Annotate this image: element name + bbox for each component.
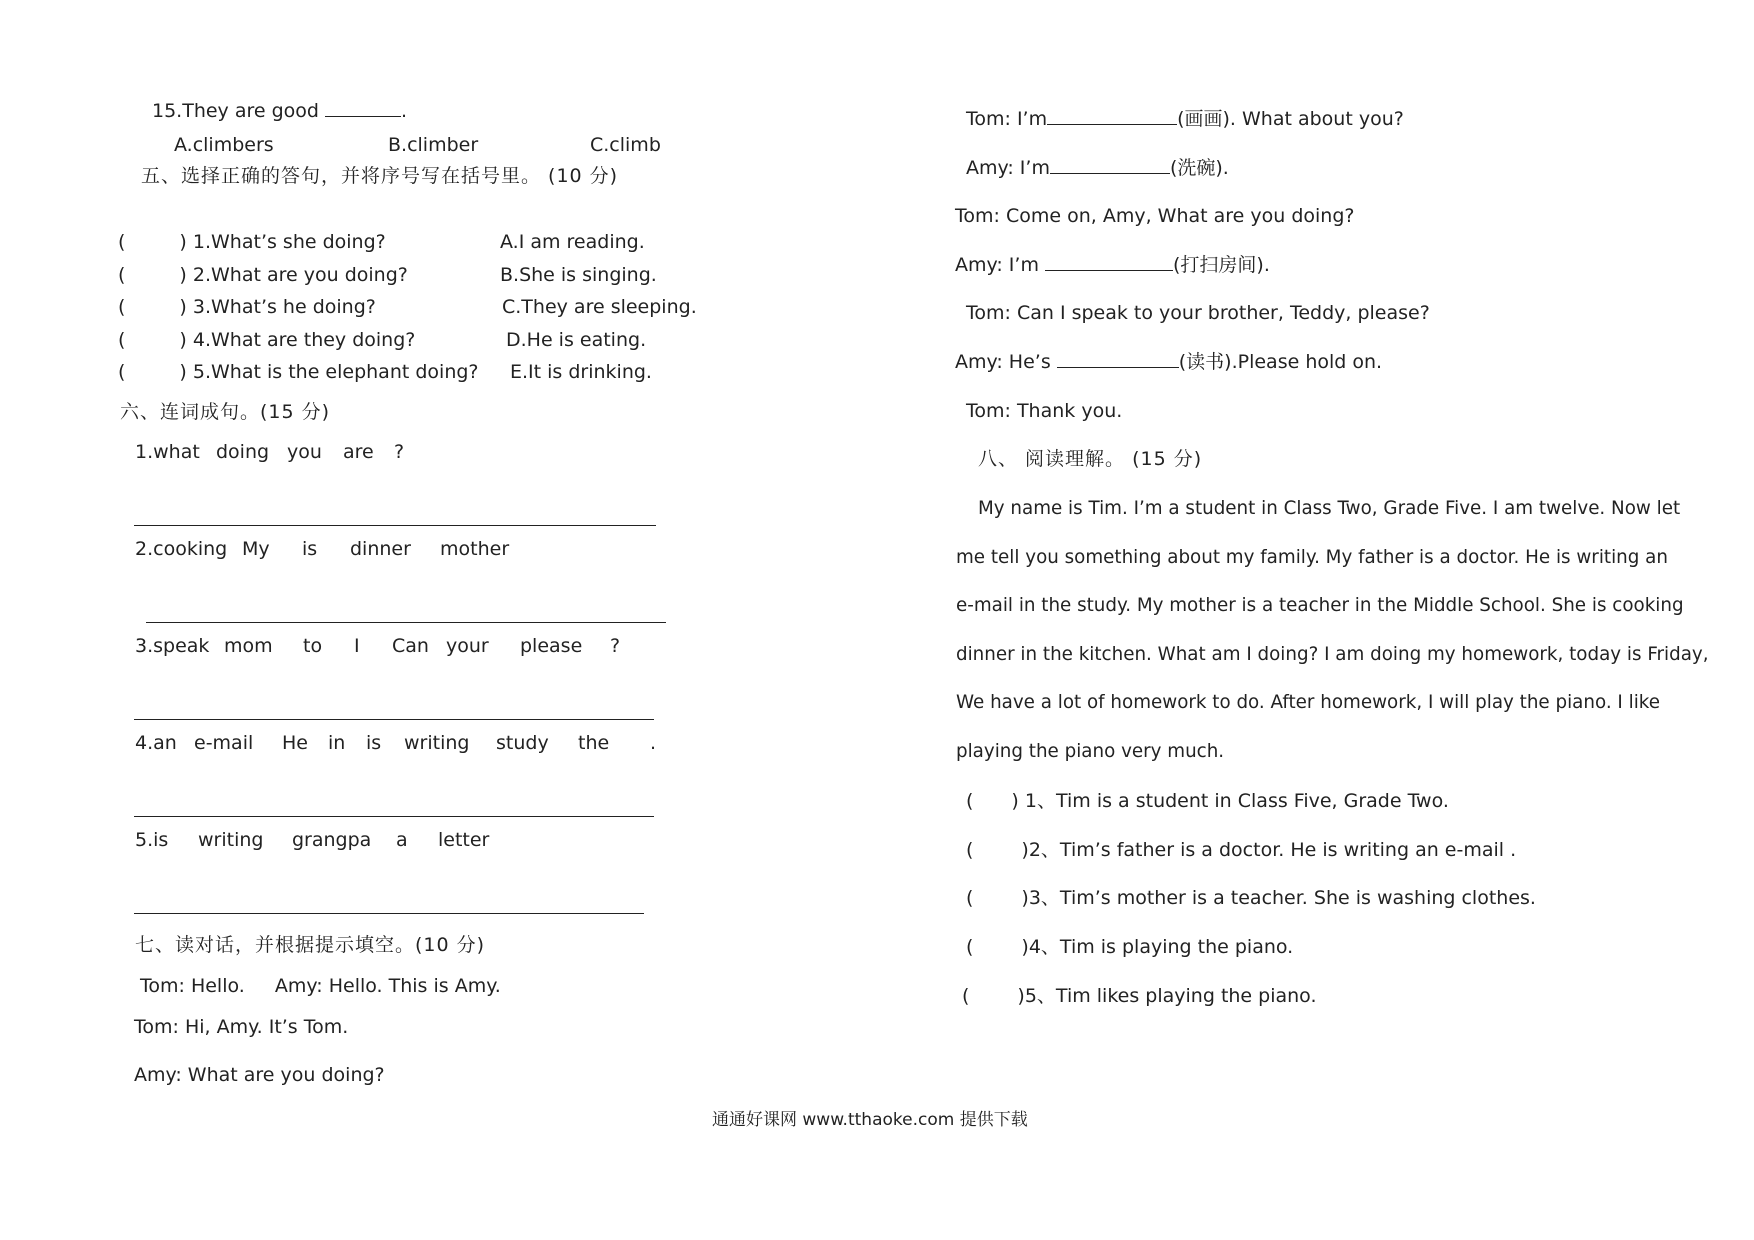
answer-line[interactable] bbox=[134, 525, 656, 526]
dialog-line: Tom: Come on, Amy, What are you doing? bbox=[955, 205, 1355, 227]
scrambled-word: in bbox=[328, 732, 346, 754]
q15-period: . bbox=[401, 100, 408, 122]
scrambled-word: grangpa bbox=[292, 829, 372, 851]
tf-statement: 2、Tim’s father is a doctor. He is writing an e-mail . bbox=[1028, 839, 1517, 861]
scrambled-word: mother bbox=[440, 538, 510, 560]
list-item bbox=[118, 295, 376, 319]
scrambled-word: writing bbox=[198, 829, 264, 851]
section5-question: 4.What are they doing? bbox=[192, 329, 416, 351]
answer-paren-open[interactable]: ( bbox=[118, 264, 126, 286]
section5-answer: A.I am reading. bbox=[500, 231, 645, 253]
section5-answer: C.They are sleeping. bbox=[502, 296, 697, 318]
answer-paren-open[interactable]: ( bbox=[118, 296, 126, 318]
fill-blank[interactable] bbox=[1057, 351, 1179, 368]
q15-answer-blank[interactable] bbox=[325, 100, 401, 117]
scrambled-word: 2.cooking bbox=[135, 538, 228, 560]
tf-statement: 4、Tim is playing the piano. bbox=[1028, 936, 1294, 958]
answer-paren-close: ) bbox=[179, 361, 187, 383]
dialog-amy: Amy: Hello. This is Amy. bbox=[274, 975, 501, 997]
dialog-hint: (洗碗). bbox=[1169, 157, 1229, 179]
tf-statement: 3、Tim’s mother is a teacher. She is washing clothes. bbox=[1028, 887, 1536, 909]
list-item bbox=[962, 984, 1317, 1008]
answer-paren-close: ) bbox=[1021, 936, 1029, 958]
answer-paren-open[interactable]: ( bbox=[966, 839, 974, 861]
dialog-tom: Tom: Hello. bbox=[140, 975, 245, 997]
passage-line: dinner in the kitchen. What am I doing? I am doing my homework, today is Friday, bbox=[956, 644, 1709, 665]
dialog-line bbox=[966, 156, 1229, 180]
answer-paren-open[interactable]: ( bbox=[118, 231, 126, 253]
list-item bbox=[966, 886, 1536, 910]
dialog-speaker: Amy: I’m bbox=[955, 254, 1045, 276]
scrambled-word: is bbox=[302, 538, 318, 560]
list-item bbox=[966, 838, 1516, 862]
answer-paren-open[interactable]: ( bbox=[962, 985, 970, 1007]
dialog-line: Tom: Hi, Amy. It’s Tom. bbox=[134, 1016, 349, 1038]
dialog-line bbox=[966, 107, 1404, 131]
q15-text: 15.They are good bbox=[152, 100, 319, 122]
q15-line bbox=[152, 99, 407, 123]
answer-paren-open[interactable]: ( bbox=[118, 361, 126, 383]
list-item bbox=[118, 360, 479, 384]
scrambled-word: dinner bbox=[350, 538, 411, 560]
dialog-speaker: Tom: I’m bbox=[966, 108, 1048, 130]
scrambled-word: I bbox=[354, 635, 360, 657]
scrambled-word: 4.an bbox=[135, 732, 177, 754]
passage-line: e-mail in the study. My mother is a teacher in the Middle School. She is cooking bbox=[956, 595, 1684, 616]
scrambled-word: . bbox=[650, 732, 657, 754]
answer-paren-close: ) bbox=[1011, 790, 1019, 812]
answer-paren-close: ) bbox=[1017, 985, 1025, 1007]
scrambled-word: doing bbox=[216, 441, 270, 463]
section5-question: 1.What’s she doing? bbox=[192, 231, 386, 253]
section5-question: 5.What is the elephant doing? bbox=[192, 361, 479, 383]
dialog-hint: (画画). What about you? bbox=[1177, 108, 1404, 130]
answer-paren-close: ) bbox=[179, 296, 187, 318]
scrambled-word: is bbox=[366, 732, 382, 754]
dialog-line bbox=[140, 974, 501, 998]
scrambled-word: e-mail bbox=[194, 732, 254, 754]
answer-line[interactable] bbox=[134, 913, 644, 914]
scrambled-word: ? bbox=[610, 635, 621, 657]
scrambled-word: 1.what bbox=[135, 441, 200, 463]
list-item bbox=[118, 230, 386, 254]
dialog-line: Amy: What are you doing? bbox=[134, 1064, 385, 1086]
passage-line: playing the piano very much. bbox=[956, 741, 1225, 762]
q15-option-c: C.climb bbox=[590, 134, 661, 156]
section5-question: 2.What are you doing? bbox=[192, 264, 408, 286]
scrambled-word: are bbox=[343, 441, 374, 463]
scrambled-word: the bbox=[578, 732, 610, 754]
dialog-hint: (打扫房间). bbox=[1173, 254, 1270, 276]
footer-watermark: 通通好课网 www.tthaoke.com 提供下载 bbox=[712, 1110, 1028, 1130]
section5-answer: B.She is singing. bbox=[500, 264, 657, 286]
section7-heading: 七、读对话，并根据提示填空。(10 分) bbox=[135, 934, 486, 956]
dialog-line bbox=[955, 253, 1270, 277]
passage-line: My name is Tim. I’m a student in Class Two, Grade Five. I am twelve. Now let bbox=[978, 498, 1681, 519]
answer-paren-close: ) bbox=[179, 231, 187, 253]
scrambled-word: your bbox=[446, 635, 489, 657]
answer-paren-close: ) bbox=[1021, 839, 1029, 861]
answer-line[interactable] bbox=[134, 719, 654, 720]
scrambled-word: 3.speak bbox=[135, 635, 210, 657]
dialog-line bbox=[955, 350, 1382, 374]
answer-paren-open[interactable]: ( bbox=[966, 790, 974, 812]
answer-line[interactable] bbox=[134, 816, 654, 817]
answer-paren-close: ) bbox=[179, 329, 187, 351]
section5-question: 3.What’s he doing? bbox=[192, 296, 376, 318]
scrambled-word: mom bbox=[224, 635, 273, 657]
dialog-hint: (读书).Please hold on. bbox=[1178, 351, 1383, 373]
answer-paren-open[interactable]: ( bbox=[118, 329, 126, 351]
section5-heading: 五、选择正确的答句，并将序号写在括号里。 (10 分) bbox=[141, 165, 619, 187]
answer-paren-close: ) bbox=[179, 264, 187, 286]
answer-paren-close: ) bbox=[1021, 887, 1029, 909]
fill-blank[interactable] bbox=[1047, 108, 1177, 125]
passage-line: me tell you something about my family. My father is a doctor. He is writing an bbox=[956, 547, 1668, 568]
dialog-line: Tom: Thank you. bbox=[966, 400, 1123, 422]
scrambled-word: study bbox=[496, 732, 549, 754]
q15-option-a: A.climbers bbox=[174, 134, 274, 156]
section6-heading: 六、连词成句。(15 分) bbox=[120, 401, 331, 423]
fill-blank[interactable] bbox=[1045, 254, 1173, 271]
scrambled-word: My bbox=[242, 538, 270, 560]
list-item bbox=[966, 935, 1293, 959]
dialog-speaker: Amy: He’s bbox=[955, 351, 1057, 373]
answer-line[interactable] bbox=[146, 622, 666, 623]
dialog-speaker: Amy: I’m bbox=[966, 157, 1050, 179]
scrambled-word: 5.is bbox=[135, 829, 169, 851]
answer-paren-open[interactable]: ( bbox=[966, 887, 974, 909]
passage-line: We have a lot of homework to do. After homework, I will play the piano. I like bbox=[956, 692, 1660, 713]
section5-answer: E.It is drinking. bbox=[510, 361, 652, 383]
scrambled-word: a bbox=[396, 829, 408, 851]
scrambled-word: He bbox=[282, 732, 308, 754]
list-item bbox=[118, 263, 408, 287]
scrambled-word: please bbox=[520, 635, 583, 657]
scrambled-word: letter bbox=[438, 829, 490, 851]
answer-paren-open[interactable]: ( bbox=[966, 936, 974, 958]
section5-answer: D.He is eating. bbox=[506, 329, 647, 351]
list-item bbox=[118, 328, 415, 352]
tf-statement: 5、Tim likes playing the piano. bbox=[1024, 985, 1317, 1007]
scrambled-word: ? bbox=[394, 441, 405, 463]
scrambled-word: you bbox=[287, 441, 322, 463]
section8-heading: 八、 阅读理解。 (15 分) bbox=[978, 448, 1203, 470]
scrambled-word: writing bbox=[404, 732, 470, 754]
scrambled-word: Can bbox=[392, 635, 429, 657]
q15-option-b: B.climber bbox=[388, 134, 479, 156]
tf-statement: 1、Tim is a student in Class Five, Grade Two. bbox=[1024, 790, 1449, 812]
fill-blank[interactable] bbox=[1050, 157, 1170, 174]
scrambled-word: to bbox=[303, 635, 323, 657]
dialog-line: Tom: Can I speak to your brother, Teddy, please? bbox=[966, 302, 1430, 324]
list-item bbox=[966, 789, 1449, 813]
